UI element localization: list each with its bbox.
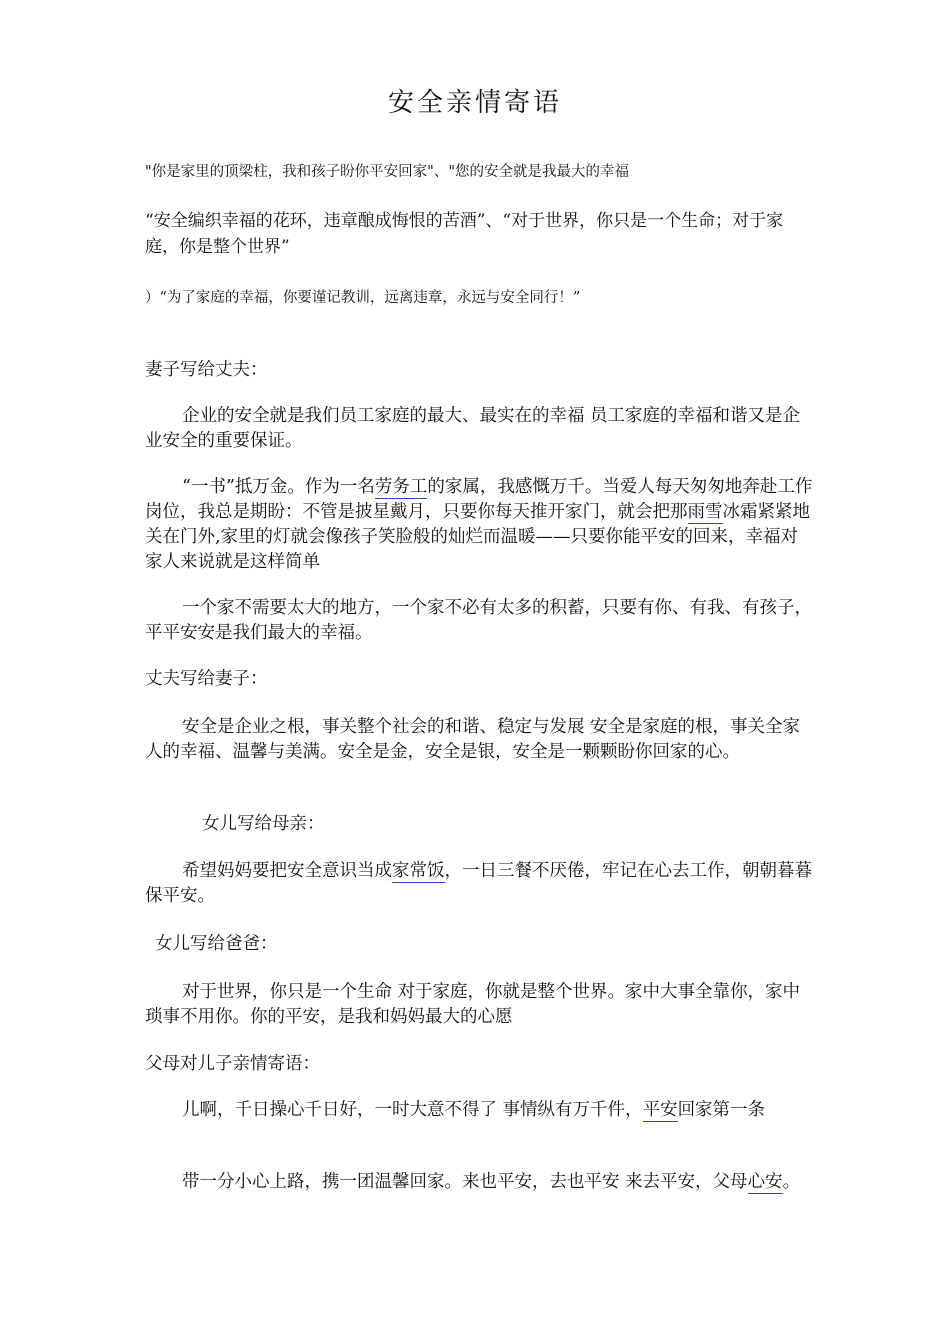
dm-text-b: ，一日三餐不厌倦，牢记在心去工作，朝朝暮暮保平安。 [145,861,812,906]
xinan-link[interactable]: 心安 [747,1172,783,1192]
parents-son-paragraph-2 [145,1170,813,1195]
daughter-father-paragraph: 对于世界，你只是一个生命 对于家庭，你就是整个世界。家中大事全靠你，家中琐事不用你。你的平安，是我和妈妈最大的心愿 [145,982,801,1027]
pingan-link[interactable]: 平安 [642,1100,678,1120]
wife-paragraph-2 [145,475,813,575]
parents-son-heading: 父母对儿子亲情寄语： [145,1054,320,1074]
daughter-mother-paragraph [145,859,813,909]
husband-heading: 丈夫写给妻子： [145,669,268,689]
laowugong-link[interactable]: 劳务工 [374,477,428,497]
daughter-father-heading: 女儿写给爸爸： [155,934,278,954]
yuxue-link[interactable]: 雨雪 [687,502,723,522]
wife-heading: 妻子写给丈夫： [145,360,268,380]
daughter-mother-heading: 女儿写给母亲： [202,814,325,834]
husband-paragraph-1: 安全是企业之根，事关整个社会的和谐、稳定与发展 安全是家庭的根，事关全家人的幸福、温馨与美满。安全是金，安全是银，安全是一颗颗盼你回家的心。 [145,717,801,762]
dm-text-a: 希望妈妈要把安全意识当成 [182,861,392,881]
wife-paragraph-1: 企业的安全就是我们员工家庭的最大、最实在的幸福 员工家庭的幸福和谐又是企业安全的重要保证。 [145,406,801,451]
ps-p2-text-a: 带一分小心上路，携一团温馨回家。来也平安，去也平安 来去平安，父母 [182,1172,748,1192]
page-title: 安全亲情寄语 [387,88,562,118]
wife-p2-text-a: “一书”抵万金。作为一名 [182,477,375,497]
wife-p2-text-c: 冰霜紧紧地关在门外,家里的灯就会像孩子笑脸般的灿烂而温暖——只要你能平安的回来，幸福对家人来说就是这样简单 [145,502,810,572]
jiachangfan-link[interactable]: 家常饭 [392,861,445,881]
intro-line-1: "你是家里的顶梁柱，我和孩子盼你平安回家"、"您的安全就是我最大的幸福 [145,164,630,180]
parents-son-paragraph-1 [145,1098,813,1123]
intro-line-2: “安全编织幸福的花环，违章酿成悔恨的苦酒”、“对于世界，你只是一个生命；对于家庭，你是整个世界” [145,211,784,257]
wife-paragraph-3: 一个家不需要太大的地方，一个家不必有太多的积蓄，只要有你、有我、有孩子，平平安安是我们最大的幸福。 [145,598,812,643]
intro-line-3: ）“为了家庭的幸福，你要谨记教训，远离违章，永远与安全同行！” [145,290,581,306]
ps-p2-text-b: 。 [782,1172,801,1192]
ps-p1-text-a: 儿啊，千日操心千日好，一时大意不得了 事情纵有万千件， [182,1100,643,1120]
wife-p2-text-b: 的家属，我感慨万千。当爱人每天匆匆地奔赴工作岗位，我总是期盼：不管是披星戴月，只要你每天推开家门，就会把那 [145,477,813,522]
ps-p1-text-b: 回家第一条 [677,1100,766,1120]
